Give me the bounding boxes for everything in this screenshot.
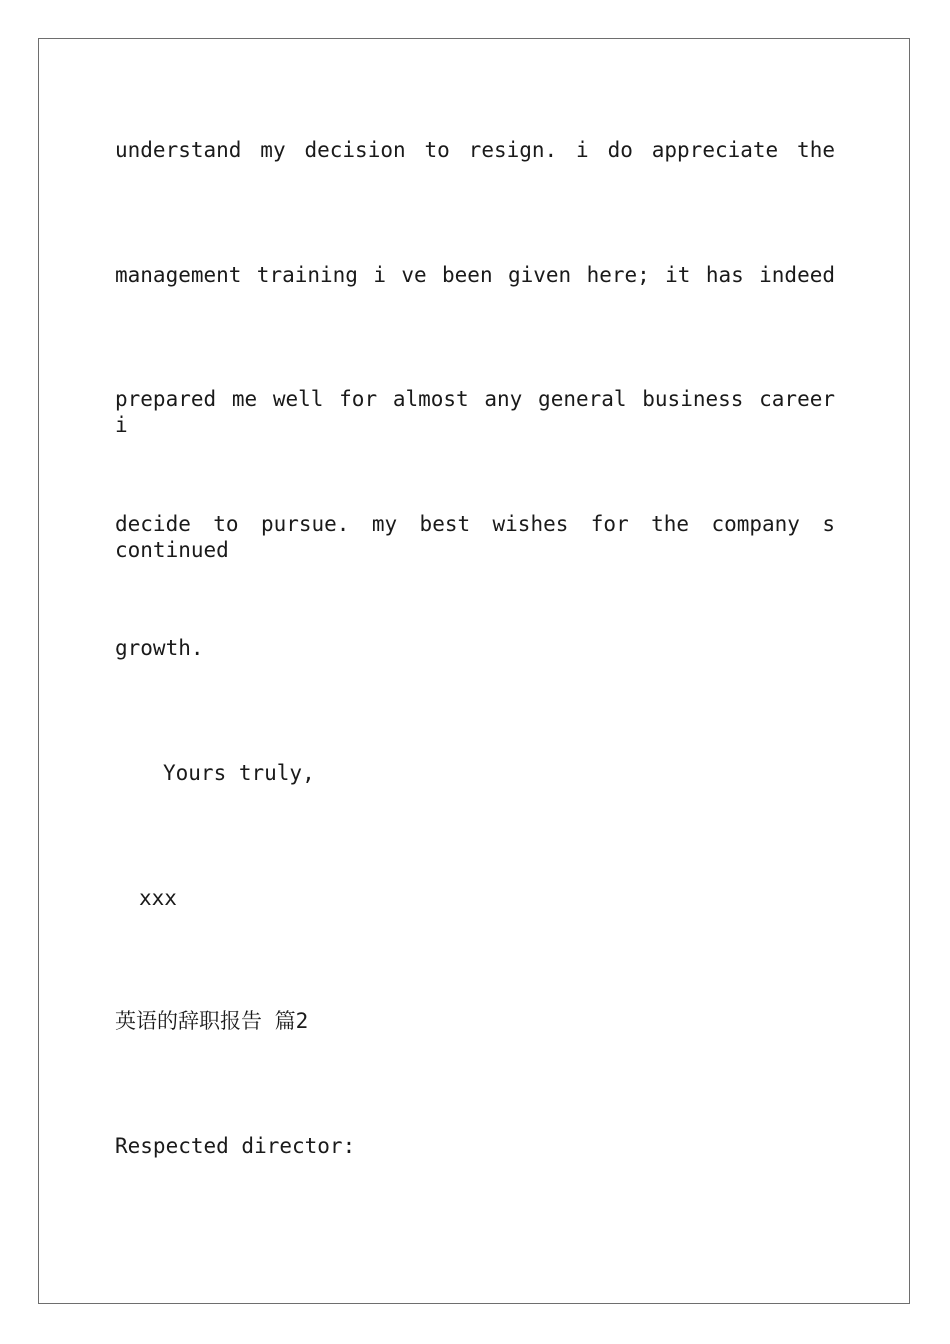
body-line-2: management training i ve been given here; it has indeed	[115, 263, 835, 287]
page-border	[38, 38, 910, 1304]
closing: Yours truly,	[163, 761, 315, 785]
body-line-5: growth.	[115, 636, 204, 660]
body-line-1: understand my decision to resign. i do appreciate the	[115, 138, 835, 162]
body-line-3: prepared me well for almost any general business career i	[115, 387, 835, 437]
section-heading: 英语的辞职报告 篇2	[115, 1009, 309, 1033]
body-line-4: decide to pursue. my best wishes for the company s continued	[115, 512, 835, 562]
salutation: Respected director:	[115, 1134, 356, 1158]
signature: xxx	[139, 886, 177, 910]
